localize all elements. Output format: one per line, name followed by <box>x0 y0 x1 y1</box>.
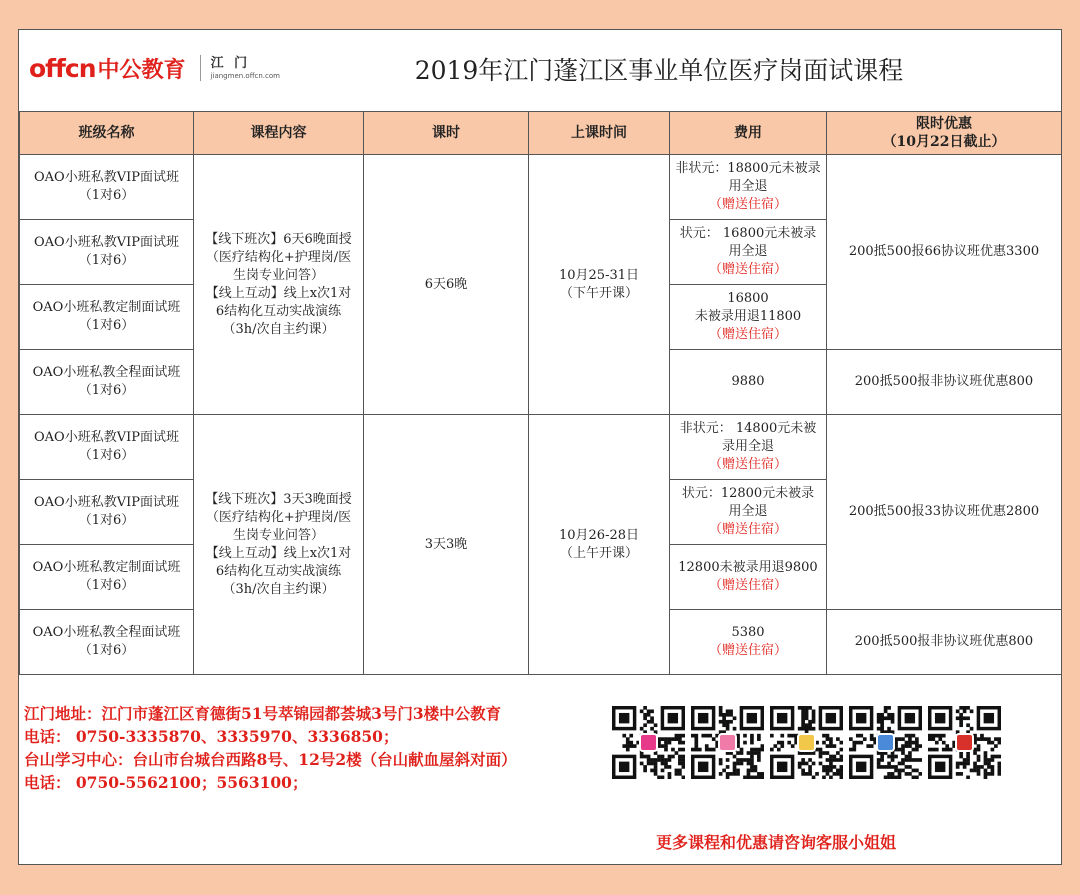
header <box>19 30 1061 112</box>
contact-info <box>24 702 517 794</box>
more-info-note: 更多课程和优惠请咨询客服小姐姐 <box>656 833 897 852</box>
gift-note: （赠送住宿） <box>708 643 787 658</box>
col-header-time: 上课时间 <box>529 112 670 155</box>
class-name-line: （1对6） <box>78 513 135 528</box>
gift-note: （赠送住宿） <box>708 457 787 472</box>
class-name-line: OAO小班私教全程面试班 <box>32 365 181 380</box>
col-header-promo <box>827 112 1062 155</box>
jiangmen-address: 江门地址：江门市蓬江区育德街51号萃锦园都荟城3号门3楼中公教育 <box>24 704 502 723</box>
table-row <box>20 155 1062 220</box>
schedule-line: （上午开课） <box>559 545 638 561</box>
gift-note: （赠送住宿） <box>708 578 787 593</box>
table-header-row <box>20 112 1062 155</box>
course-content-line: （医疗结构化+护理岗/医 <box>205 249 352 265</box>
avatar-icon <box>876 733 895 752</box>
qr-code-icon <box>928 706 1001 779</box>
fee-cell <box>670 350 827 415</box>
class-name-cell <box>20 415 194 480</box>
offcn-logo <box>29 48 280 88</box>
class-name-cell <box>20 155 194 220</box>
gift-note: （赠送住宿） <box>708 262 787 277</box>
class-name-line: OAO小班私教定制面试班 <box>32 560 181 575</box>
qr-code-icon <box>612 706 685 779</box>
table-row <box>20 415 1062 480</box>
col-header-hours: 课时 <box>364 112 529 155</box>
hours-cell: 3天3晚 <box>364 415 529 675</box>
col-header-class: 班级名称 <box>20 112 194 155</box>
col-header-content: 课程内容 <box>194 112 364 155</box>
course-content-line: 【线下班次】6天6晚面授 <box>205 231 352 247</box>
fee-line: 用全退 <box>728 179 768 194</box>
logo-name: 中公教育 <box>97 57 186 83</box>
gift-note: （赠送住宿） <box>708 327 787 342</box>
promo-cell: 200抵500报33协议班优惠2800 <box>827 415 1062 610</box>
fee-line: 用全退 <box>728 244 768 259</box>
logo-divider <box>200 55 201 81</box>
promo-cell: 200抵500报非协议班优惠800 <box>827 610 1062 675</box>
fee-line: 未被录用退11800 <box>694 309 802 324</box>
class-name-line: OAO小班私教定制面试班 <box>32 300 181 315</box>
fee-line: 非状元：18800元未被录 <box>675 161 821 176</box>
course-content-line: （3h/次自主约课） <box>222 321 335 337</box>
qr-code-icon <box>849 706 922 779</box>
gift-note: （赠送住宿） <box>708 522 787 537</box>
hours-cell: 6天6晚 <box>364 155 529 415</box>
fee-line: 5380 <box>731 625 765 640</box>
course-content-line: （医疗结构化+护理岗/医 <box>205 509 352 525</box>
col-header-fee: 费用 <box>670 112 827 155</box>
taishan-phone: 电话： 0750-5562100；5563100； <box>24 773 308 792</box>
taishan-address: 台山学习中心：台山市台城台西路8号、12号2楼（台山献血屋斜对面） <box>24 750 517 769</box>
jiangmen-phone: 电话： 0750-3335870、3335970、3336850； <box>24 727 399 746</box>
course-content-line: 【线下班次】3天3晚面授 <box>205 491 352 507</box>
schedule-line: 10月25-31日 <box>558 267 640 283</box>
qr-code-icon <box>691 706 764 779</box>
promo-cell: 200抵500报66协议班优惠3300 <box>827 155 1062 350</box>
class-name-line: OAO小班私教VIP面试班 <box>34 430 179 445</box>
course-content-line: 生岗专业问答） <box>232 267 324 283</box>
class-name-line: （1对6） <box>78 578 135 593</box>
fee-line: 16800 <box>727 291 769 306</box>
fee-cell <box>670 545 827 610</box>
fee-cell <box>670 480 827 545</box>
fee-line: 录用全退 <box>721 439 774 454</box>
class-name-line: OAO小班私教全程面试班 <box>32 625 181 640</box>
course-table <box>19 111 1062 675</box>
course-content-line: （3h/次自主约课） <box>222 581 335 597</box>
class-name-cell <box>20 480 194 545</box>
class-name-cell <box>20 220 194 285</box>
course-sheet <box>18 29 1062 865</box>
course-content-line: 6结构化互动实战演练 <box>215 563 342 579</box>
fee-line: 非状元： 14800元未被 <box>679 421 817 436</box>
page-title: 2019年江门蓬江区事业单位医疗岗面试课程 <box>414 56 904 85</box>
avatar-icon <box>639 733 658 752</box>
class-name-cell <box>20 545 194 610</box>
course-content-line: 6结构化互动实战演练 <box>215 303 342 319</box>
avatar-icon <box>797 733 816 752</box>
schedule-cell <box>529 415 670 675</box>
fee-line: 用全退 <box>728 504 768 519</box>
fee-cell <box>670 220 827 285</box>
class-name-line: （1对6） <box>78 643 135 658</box>
promo-header-label: 限时优惠 <box>916 116 972 132</box>
course-content-line: 生岗专业问答） <box>232 527 324 543</box>
logo-city <box>211 57 280 80</box>
promo-cell: 200抵500报非协议班优惠800 <box>827 350 1062 415</box>
class-name-line: OAO小班私教VIP面试班 <box>34 235 179 250</box>
class-name-cell <box>20 285 194 350</box>
fee-cell <box>670 285 827 350</box>
class-name-line: （1对6） <box>78 188 135 203</box>
logo-url: jiangmen.offcn.com <box>210 71 280 80</box>
class-name-line: （1对6） <box>78 253 135 268</box>
schedule-line: 10月26-28日 <box>558 527 640 543</box>
class-name-cell <box>20 610 194 675</box>
course-content-cell <box>194 155 364 415</box>
schedule-line: （下午开课） <box>559 285 638 301</box>
class-name-line: （1对6） <box>78 318 135 333</box>
qr-code-row <box>612 706 1001 779</box>
avatar-icon <box>718 733 737 752</box>
course-content-cell <box>194 415 364 675</box>
class-name-cell <box>20 350 194 415</box>
logo-mark: offcn <box>29 53 96 83</box>
class-name-line: （1对6） <box>78 448 135 463</box>
course-content-line: 【线上互动】线上x次1对 <box>205 545 352 561</box>
fee-line: 状元： 16800元未被录 <box>679 226 817 241</box>
gift-note: （赠送住宿） <box>708 197 787 212</box>
class-name-line: OAO小班私教VIP面试班 <box>34 170 179 185</box>
fee-cell <box>670 415 827 480</box>
class-name-line: （1对6） <box>78 383 135 398</box>
course-content-line: 【线上互动】线上x次1对 <box>205 285 352 301</box>
fee-line: 12800未被录用退9800 <box>678 560 818 575</box>
promo-deadline: （10月22日截止） <box>882 134 1006 150</box>
logo-city-name: 江 门 <box>210 55 251 71</box>
schedule-cell <box>529 155 670 415</box>
fee-line: 状元：12800元未被录 <box>681 486 815 501</box>
class-name-line: OAO小班私教VIP面试班 <box>34 495 179 510</box>
fee-cell <box>670 155 827 220</box>
qr-code-icon <box>770 706 843 779</box>
avatar-icon <box>955 733 974 752</box>
fee-line: 9880 <box>731 374 765 389</box>
fee-cell <box>670 610 827 675</box>
